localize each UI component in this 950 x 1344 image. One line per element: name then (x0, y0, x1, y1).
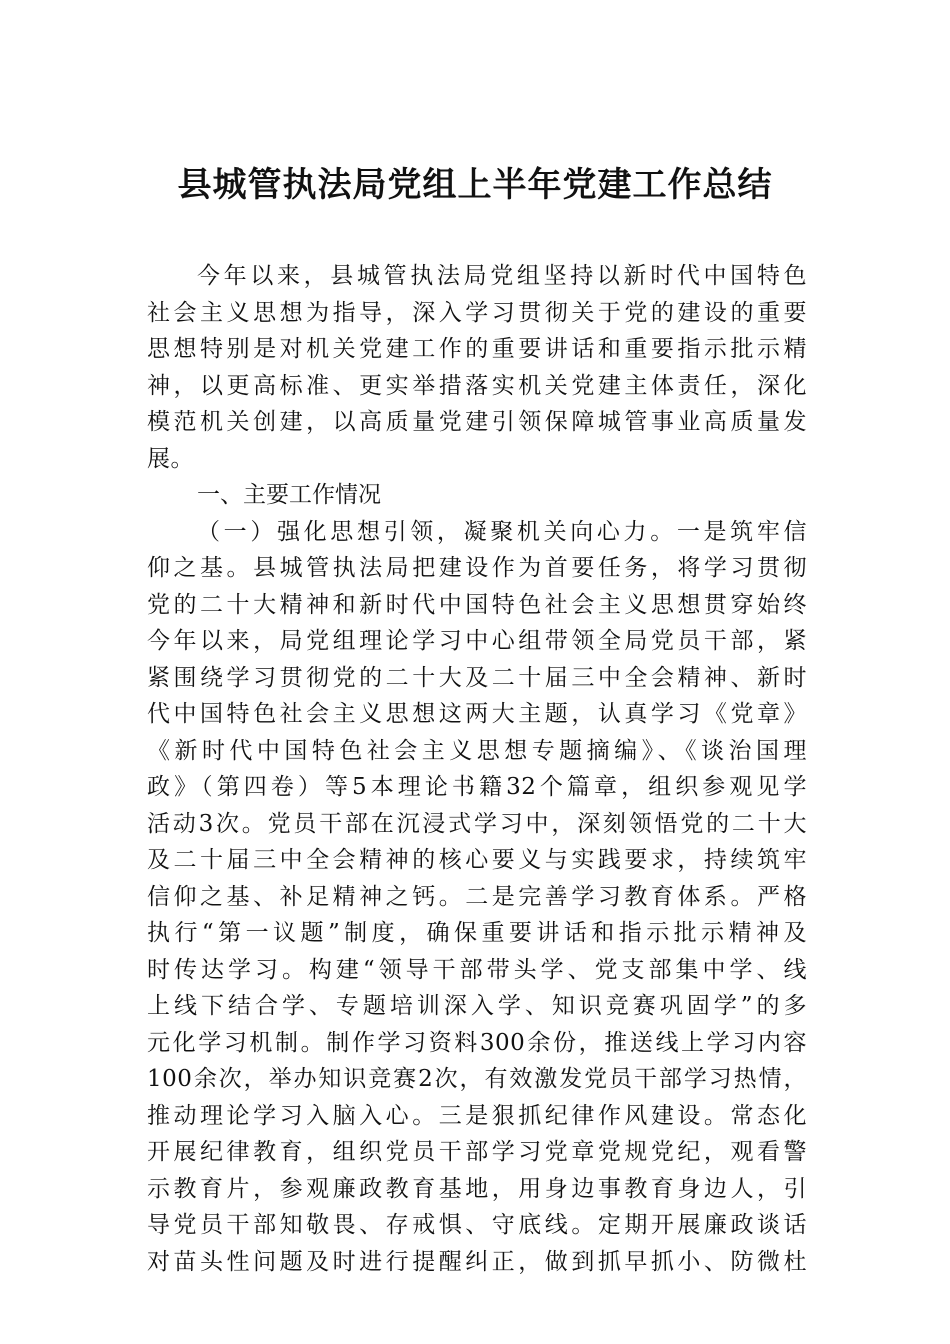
paragraph-line: 对苗头性问题及时进行提醒纠正，做到抓早抓小、防微杜 (147, 1248, 807, 1275)
paragraph-line: 政》（第四卷）等5本理论书籍32个篇章，组织参观见学 (147, 774, 807, 800)
paragraph-line: 执行“第一议题”制度，确保重要讲话和指示批示精神及 (147, 920, 807, 946)
paragraph-line: 推动理论学习入脑入心。三是狠抓纪律作风建设。常态化 (147, 1102, 807, 1129)
document-body (147, 258, 807, 1280)
paragraph-line: 社会主义思想为指导，深入学习贯彻关于党的建设的重要 (147, 299, 807, 326)
paragraph-line: 元化学习机制。制作学习资料300余份，推送线上学习内容 (147, 1029, 807, 1056)
section-heading: 一、主要工作情况 (197, 482, 381, 508)
paragraph-line: 100余次，举办知识竞赛2次，有效激发党员干部学习热情， (147, 1066, 807, 1092)
paragraph-line: 《新时代中国特色社会主义思想专题摘编》、《谈治国理 (147, 737, 807, 764)
paragraph-line: 时传达学习。构建“领导干部带头学、党支部集中学、线 (147, 956, 807, 983)
paragraph-line: 党的二十大精神和新时代中国特色社会主义思想贯穿始终 (147, 591, 807, 618)
paragraph-line: 今年以来，局党组理论学习中心组带领全局党员干部，紧 (147, 628, 807, 654)
paragraph-line: 开展纪律教育，组织党员干部学习党章党规党纪，观看警 (147, 1139, 807, 1165)
paragraph-line: 神，以更高标准、更实举措落实机关党建主体责任，深化 (147, 372, 807, 399)
paragraph-line: 活动3次。党员干部在沉浸式学习中，深刻领悟党的二十大 (147, 810, 807, 837)
paragraph-line: 紧围绕学习贯彻党的二十大及二十届三中全会精神、新时 (147, 664, 807, 691)
paragraph-line: 今年以来，县城管执法局党组坚持以新时代中国特色 (197, 263, 807, 289)
document-title: 县城管执法局党组上半年党建工作总结 (177, 165, 773, 205)
paragraph-line: 代中国特色社会主义思想这两大主题，认真学习《党章》 (147, 701, 807, 727)
paragraph-line: 及二十届三中全会精神的核心要义与实践要求，持续筑牢 (147, 847, 807, 873)
paragraph-line: 展。 (147, 445, 194, 472)
paragraph-line: 仰之基。县城管执法局把建设作为首要任务，将学习贯彻 (147, 555, 807, 581)
paragraph-line: 信仰之基、补足精神之钙。二是完善学习教育体系。严格 (147, 883, 807, 910)
paragraph-line: 示教育片，参观廉政教育基地，用身边事教育身边人，引 (147, 1175, 807, 1202)
paragraph-line: 思想特别是对机关党建工作的重要讲话和重要指示批示精 (147, 336, 807, 362)
paragraph-line: （一）强化思想引领，凝聚机关向心力。一是筑牢信 (197, 518, 807, 545)
paragraph-line: 导党员干部知敬畏、存戒惧、守底线。定期开展廉政谈话 (147, 1212, 807, 1238)
paragraph-line: 上线下结合学、专题培训深入学、知识竞赛巩固学”的多 (147, 993, 807, 1019)
paragraph-line: 模范机关创建，以高质量党建引领保障城管事业高质量发 (147, 409, 807, 435)
